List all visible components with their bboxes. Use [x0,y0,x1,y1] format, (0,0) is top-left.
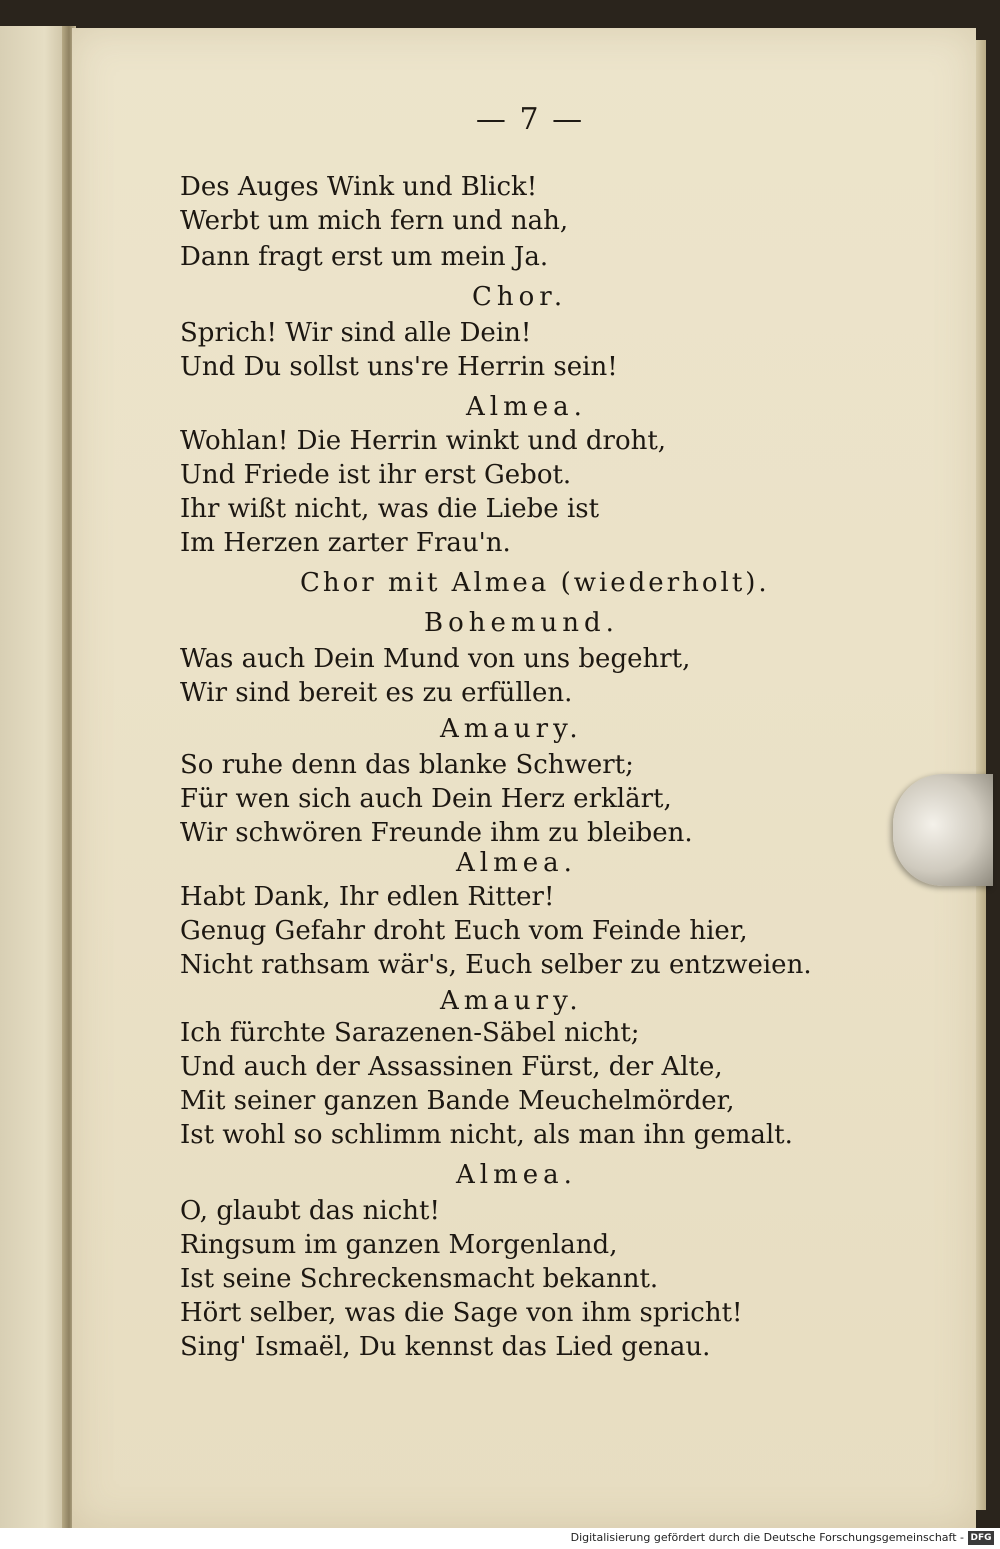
verse-line: Habt Dank, Ihr edlen Ritter! [180,882,555,912]
verse-line: Nicht rathsam wär's, Euch selber zu entzweien. [180,950,812,980]
verse-line: Ich fürchte Sarazenen-Säbel nicht; [180,1018,640,1048]
verse-line: Für wen sich auch Dein Herz erklärt, [180,784,672,814]
dfg-logo-icon: DFG [968,1531,994,1545]
verse-line: Hört selber, was die Sage von ihm spricht! [180,1298,743,1328]
footer-bar [0,1528,1000,1549]
verse-line: So ruhe denn das blanke Schwert; [180,750,634,780]
speaker-heading: Almea. [466,392,587,422]
verse-line: Ihr wißt nicht, was die Liebe ist [180,494,600,524]
verse-line: Des Auges Wink und Blick! [180,172,538,202]
speaker-heading: Amaury. [440,986,583,1016]
verse-line: Was auch Dein Mund von uns begehrt, [180,644,691,674]
verse-line: Im Herzen zarter Frau'n. [180,528,511,558]
verse-line: Dann fragt erst um mein Ja. [180,242,549,272]
verse-line: Wohlan! Die Herrin winkt und droht, [180,426,667,456]
verse-line: Ist seine Schreckensmacht bekannt. [180,1264,659,1294]
verse-line: Genug Gefahr droht Euch vom Feinde hier, [180,916,748,946]
speaker-heading: Bohemund. [424,608,619,638]
page-number: — 7 — [475,102,585,137]
speaker-heading: Almea. [456,1160,577,1190]
verse-line: Und Friede ist ihr erst Gebot. [180,460,572,490]
speaker-heading: Amaury. [440,714,583,744]
verse-line: O, glaubt das nicht! [180,1196,440,1226]
verse-line: Mit seiner ganzen Bande Meuchelmörder, [180,1086,735,1116]
verse-line: Wir sind bereit es zu erfüllen. [180,678,573,708]
verse-line: Sprich! Wir sind alle Dein! [180,318,532,348]
previous-page-edge [0,26,65,1536]
verse-line: Ist wohl so schlimm nicht, als man ihn gemalt. [180,1120,793,1150]
verse-line: Und Du sollst uns're Herrin sein! [180,352,618,382]
funding-credit: Digitalisierung gefördert durch die Deutsche Forschungsgemeinschaft - [570,1531,964,1544]
speaker-heading: Chor mit Almea (wiederholt). [300,568,770,598]
verse-line: Wir schwören Freunde ihm zu bleiben. [180,818,693,848]
speaker-heading: Almea. [456,848,577,878]
book-clip-tab [893,774,993,886]
speaker-heading: Chor. [472,282,568,312]
verse-line: Werbt um mich fern und nah, [180,206,569,236]
verse-line: Ringsum im ganzen Morgenland, [180,1230,618,1260]
verse-line: Und auch der Assassinen Fürst, der Alte, [180,1052,723,1082]
verse-line: Sing' Ismaël, Du kennst das Lied genau. [180,1332,711,1362]
